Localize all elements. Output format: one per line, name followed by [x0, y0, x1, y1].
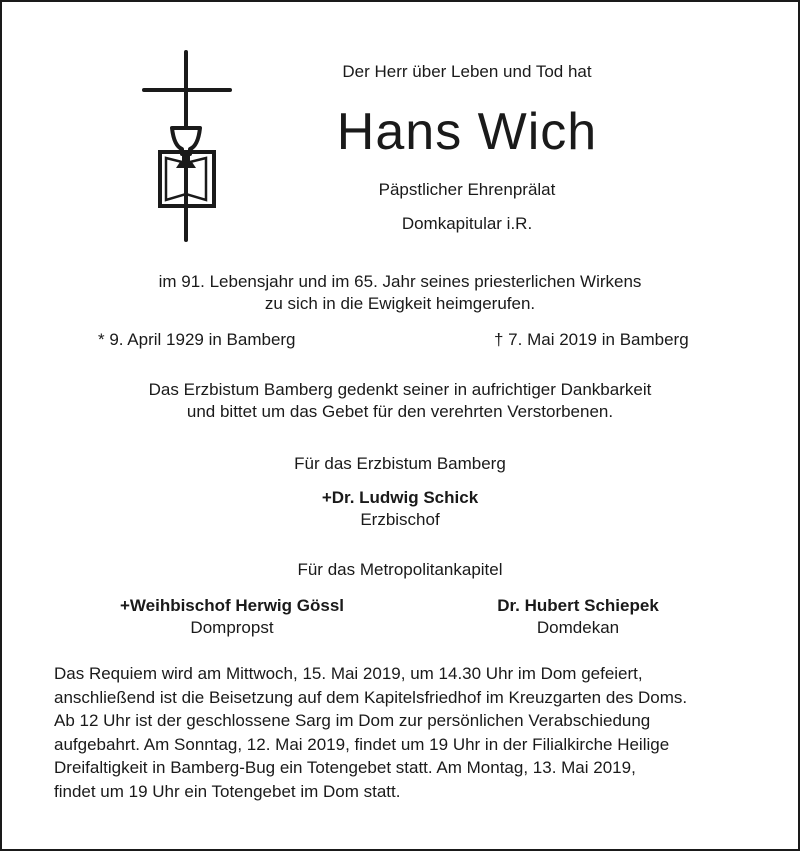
chapter-label: Für das Metropolitankapitel — [297, 560, 503, 579]
remembrance-line-1: Das Erzbistum Bamberg gedenkt seiner in aufrichtiger Dankbarkeit — [148, 380, 652, 399]
requiem-line: Dreifaltigkeit in Bamberg-Bug ein Totengebet statt. Am Montag, 13. Mai 2019, — [54, 758, 636, 777]
summary-line-2: zu sich in die Ewigkeit heimgerufen. — [264, 294, 536, 313]
archdiocese-label: Für das Erzbistum Bamberg — [294, 454, 506, 473]
intro-line: Der Herr über Leben und Tod hat — [342, 62, 592, 81]
remembrance-line-2: und bittet um das Gebet für den verehrten Verstorbenen. — [186, 402, 614, 421]
title-prelate: Päpstlicher Ehrenprälat — [378, 180, 556, 199]
title-canon: Domkapitular i.R. — [401, 214, 533, 233]
requiem-line: anschließend ist die Beisetzung auf dem Kapitelsfriedhof im Kreuzgarten des Doms. — [54, 687, 688, 707]
summary-line-1: im 91. Lebensjahr und im 65. Jahr seines priesterlichen Wirkens — [158, 272, 642, 291]
provost-role: Dompropst — [190, 618, 274, 637]
archbishop-role: Erzbischof — [360, 510, 440, 529]
dean-name: Dr. Hubert Schiepek — [497, 596, 659, 615]
requiem-line: findet um 19 Uhr ein Totengebet im Dom statt. — [54, 781, 401, 801]
requiem-line: Das Requiem wird am Mittwoch, 15. Mai 2019, um 14.30 Uhr im Dom gefeiert, — [54, 664, 643, 683]
requiem-line: Ab 12 Uhr ist der geschlossene Sarg im Dom zur persönlichen Verabschiedung — [54, 711, 651, 730]
archbishop-name: +Dr. Ludwig Schick — [321, 488, 479, 507]
cross-chalice-book-icon — [142, 50, 234, 242]
birth-date: * 9. April 1929 in Bamberg — [98, 330, 296, 349]
deceased-name: Hans Wich — [336, 103, 598, 161]
requiem-paragraph — [54, 662, 754, 803]
dean-role: Domdekan — [536, 618, 620, 637]
death-date: † 7. Mai 2019 in Bamberg — [494, 330, 689, 349]
requiem-line: aufgebahrt. Am Sonntag, 12. Mai 2019, findet um 19 Uhr in der Filialkirche Heilige — [54, 734, 670, 754]
provost-name: +Weihbischof Herwig Gössl — [119, 596, 345, 615]
